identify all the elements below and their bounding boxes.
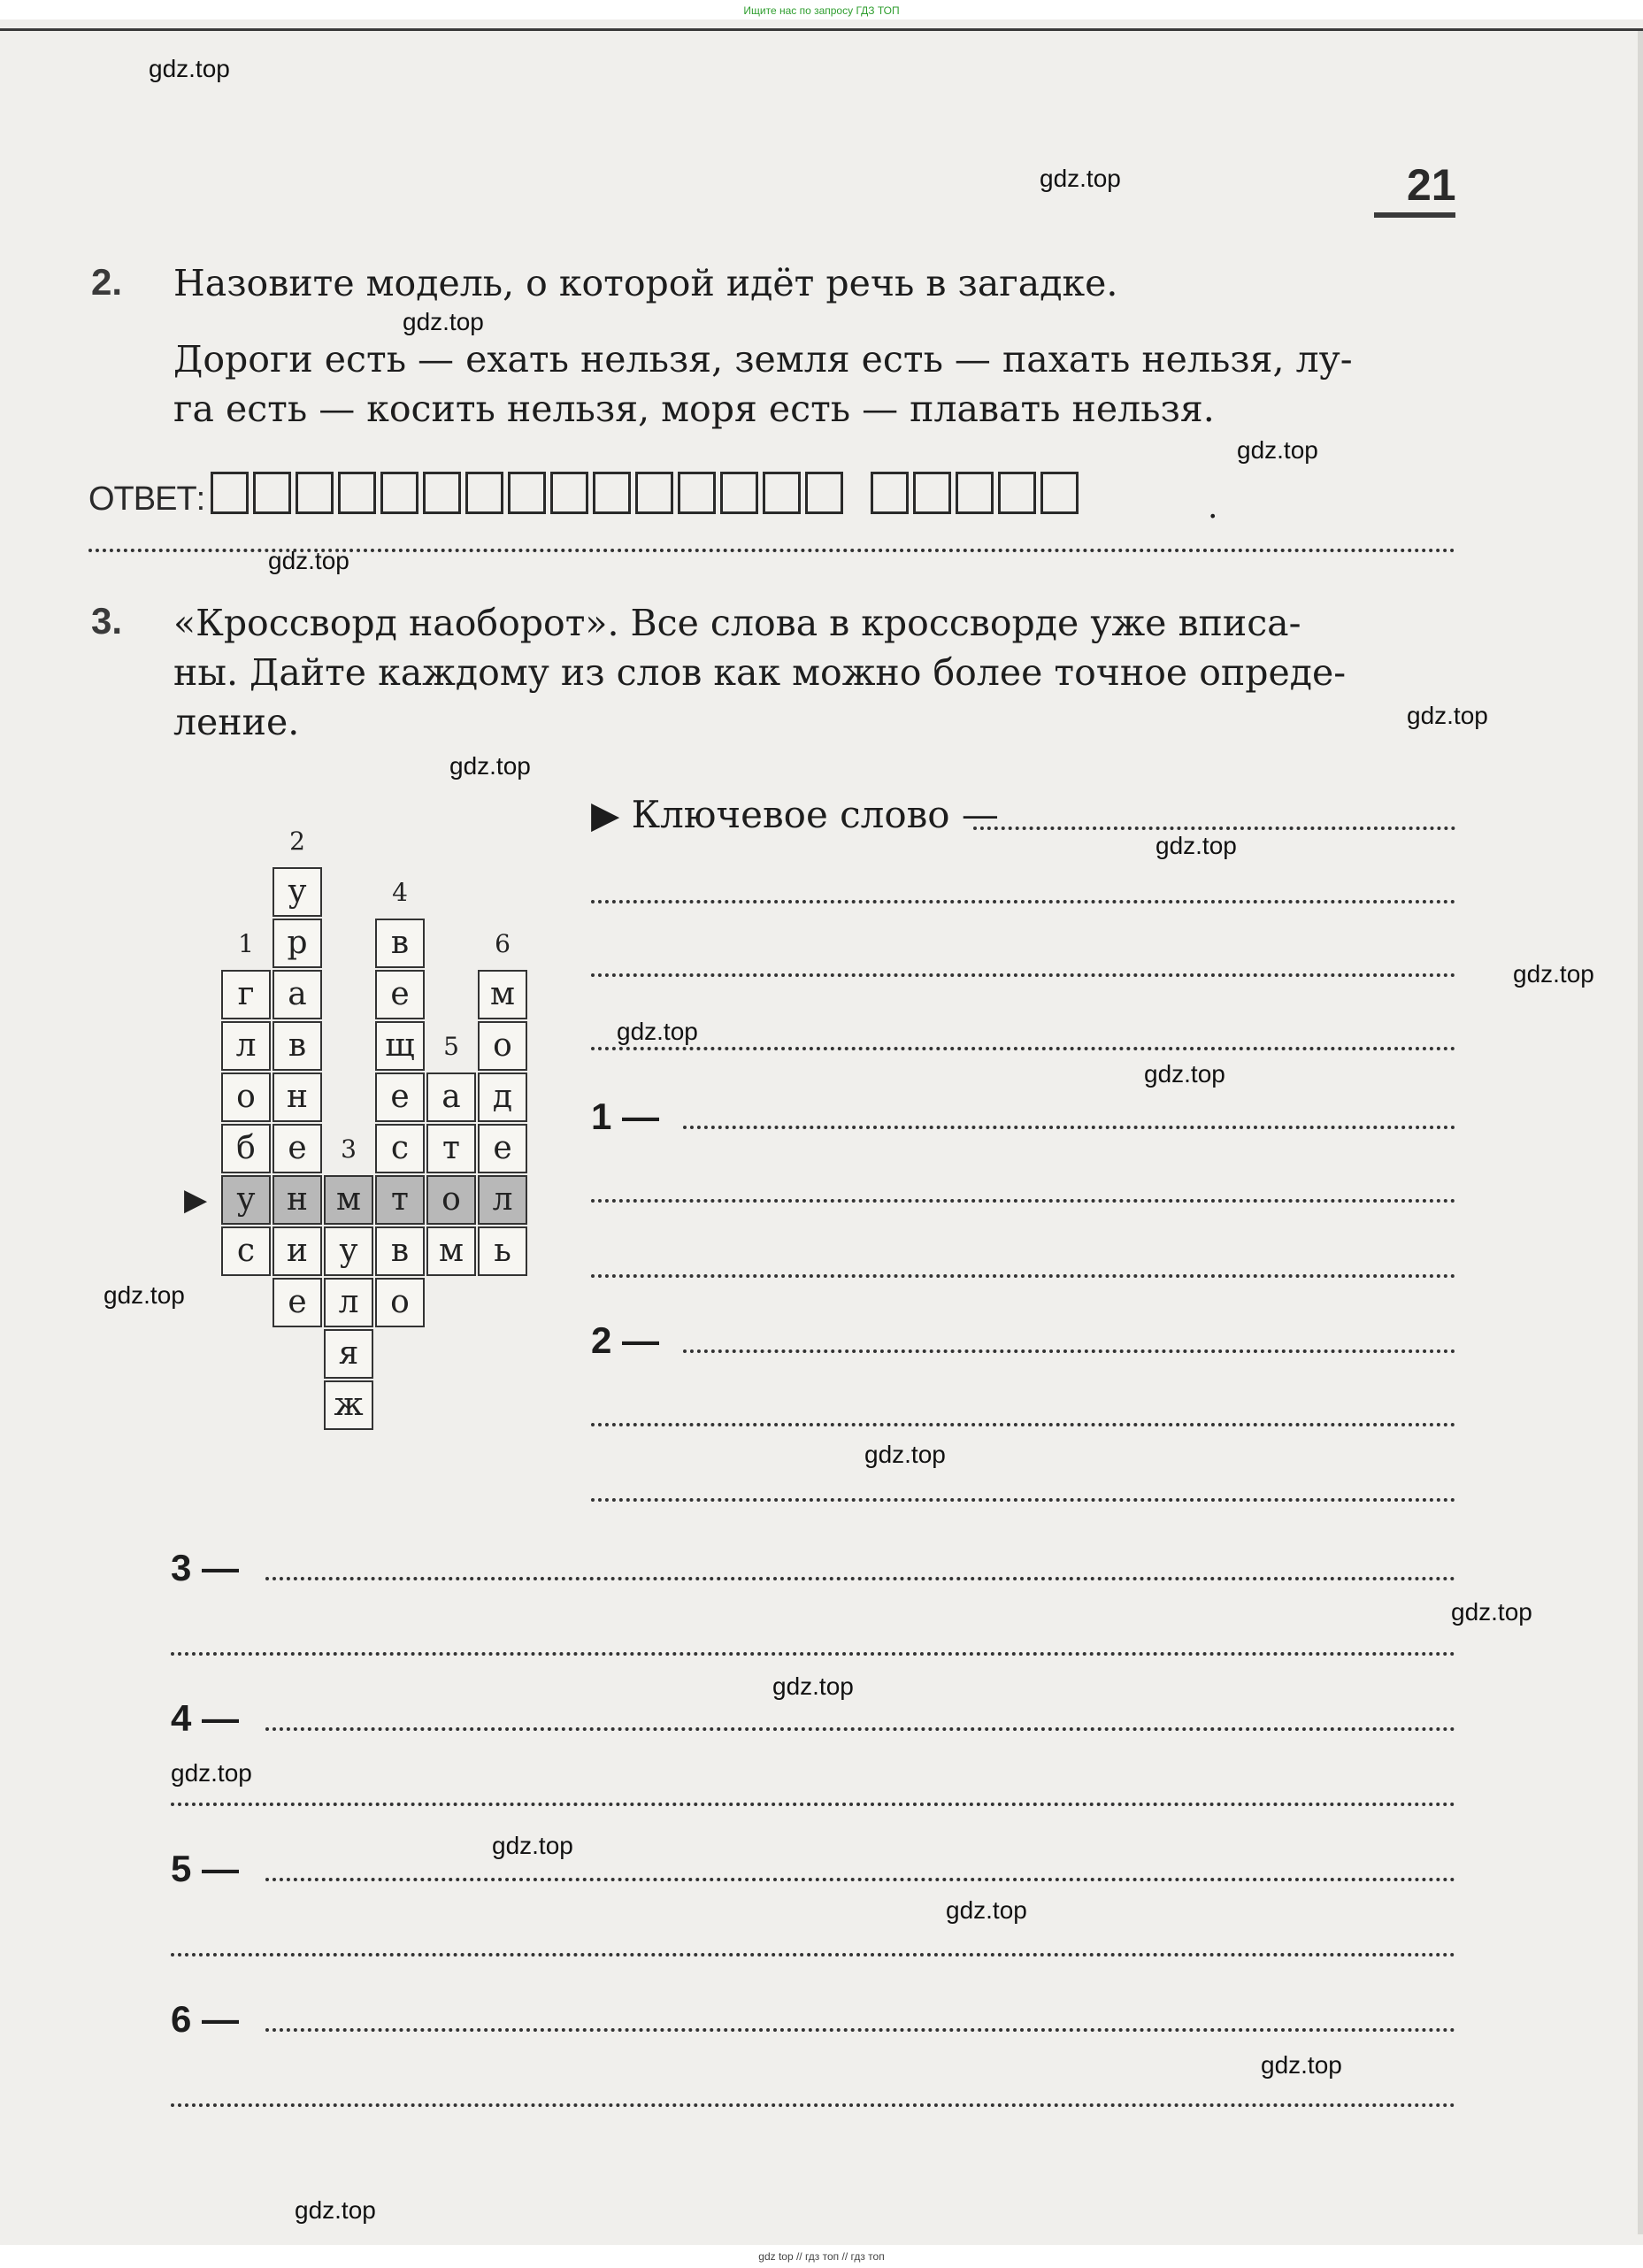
watermark: gdz.top — [1144, 1060, 1225, 1088]
bottom-links[interactable]: gdz top // гдз топ // гдз топ — [758, 2250, 885, 2263]
answer-letter-box[interactable] — [465, 472, 503, 514]
page-edge — [1638, 31, 1643, 2234]
crossword-cell: т — [426, 1124, 476, 1173]
crossword-cell: у — [324, 1226, 373, 1276]
crossword-clue-number: 2 — [289, 826, 305, 856]
watermark: gdz.top — [149, 55, 230, 82]
crossword-cell: у — [273, 867, 322, 917]
answer-letter-box[interactable] — [211, 472, 249, 514]
top-bar — [0, 0, 1643, 19]
answer-letter-box[interactable] — [508, 472, 546, 514]
crossword-keyword-cell: л — [478, 1175, 527, 1225]
top-search-link[interactable]: Ищите нас по запросу ГДЗ ТОП — [743, 4, 900, 17]
watermark: gdz.top — [449, 752, 531, 780]
crossword-clue-number: 4 — [392, 878, 408, 907]
watermark: gdz.top — [772, 1672, 854, 1700]
item-5-line[interactable] — [171, 1953, 1455, 1957]
crossword-cell: е — [273, 1124, 322, 1173]
watermark: gdz.top — [1451, 1598, 1532, 1626]
answer-letter-box[interactable] — [998, 472, 1036, 514]
answer-letter-box[interactable] — [253, 472, 291, 514]
item-4-line[interactable] — [265, 1727, 1455, 1731]
crossword-cell: о — [478, 1021, 527, 1071]
item-5-line[interactable] — [265, 1878, 1455, 1881]
answer-letter-box[interactable] — [763, 472, 801, 514]
crossword-keyword-cell: о — [426, 1175, 476, 1225]
item-2-line[interactable] — [591, 1498, 1455, 1502]
answer-label: ОТВЕТ: — [88, 481, 205, 518]
answer-letter-box[interactable] — [296, 472, 334, 514]
watermark: gdz.top — [492, 1832, 573, 1859]
item-1-line[interactable] — [683, 1126, 1455, 1129]
keyword-label: ▶ Ключевое слово — — [591, 793, 999, 836]
crossword-cell: д — [478, 1072, 527, 1122]
crossword-cell: н — [273, 1072, 322, 1122]
answer-letter-box[interactable] — [871, 472, 909, 514]
crossword-cell: л — [324, 1278, 373, 1327]
watermark: gdz.top — [104, 1281, 185, 1309]
crossword-cell: с — [221, 1226, 271, 1276]
riddle-line-2: га есть — косить нельзя, моря есть — плавать нельзя. — [173, 388, 1215, 430]
keyword-arrow-icon: ▶ — [184, 1182, 208, 1218]
crossword-cell: а — [273, 970, 322, 1019]
crossword-cell: а — [426, 1072, 476, 1122]
answer-letter-box[interactable] — [956, 472, 994, 514]
crossword-cell: е — [375, 1072, 425, 1122]
answer-letter-box[interactable] — [423, 472, 461, 514]
answer-letter-box[interactable] — [805, 472, 843, 514]
answer-letter-box[interactable] — [720, 472, 758, 514]
crossword-keyword-cell: м — [324, 1175, 373, 1225]
crossword-cell: е — [375, 970, 425, 1019]
answer-letter-box[interactable] — [635, 472, 673, 514]
crossword-cell: м — [426, 1226, 476, 1276]
watermark: gdz.top — [403, 308, 484, 335]
page-number: 21 — [1407, 160, 1456, 210]
keyword-line[interactable] — [591, 1047, 1455, 1050]
crossword-cell: с — [375, 1124, 425, 1173]
item-3-line[interactable] — [265, 1577, 1455, 1580]
crossword-cell: в — [375, 1226, 425, 1276]
item-2-line[interactable] — [591, 1423, 1455, 1426]
keyword-line[interactable] — [591, 973, 1455, 977]
answer-letter-box[interactable] — [593, 472, 631, 514]
watermark: gdz.top — [268, 547, 349, 574]
crossword-cell: ь — [478, 1226, 527, 1276]
watermark: gdz.top — [946, 1896, 1027, 1924]
item-6-line[interactable] — [171, 2103, 1455, 2107]
question-3-line-2: ны. Дайте каждому из слов как можно более точное опреде- — [173, 651, 1347, 694]
crossword-cell: б — [221, 1124, 271, 1173]
question-3-line-1: «Кроссворд наоборот». Все слова в кроссворде уже вписа- — [173, 602, 1301, 644]
watermark: gdz.top — [1237, 436, 1318, 464]
watermark: gdz.top — [1261, 2051, 1342, 2079]
bottom-bar — [0, 2245, 1643, 2268]
item-4-label: 4 — — [171, 1697, 240, 1739]
item-2-label: 2 — — [591, 1319, 660, 1361]
item-3-label: 3 — — [171, 1547, 240, 1588]
watermark: gdz.top — [864, 1441, 946, 1468]
watermark: gdz.top — [171, 1759, 252, 1787]
crossword-cell: ж — [324, 1380, 373, 1430]
answer-dotted-line[interactable] — [88, 549, 1455, 552]
item-4-line[interactable] — [171, 1803, 1455, 1806]
crossword-cell: щ — [375, 1021, 425, 1071]
crossword-cell: я — [324, 1329, 373, 1379]
crossword-clue-number: 1 — [238, 929, 254, 958]
crossword-cell: и — [273, 1226, 322, 1276]
question-2-prompt: Назовите модель, о которой идёт речь в загадке. — [173, 262, 1118, 304]
item-5-label: 5 — — [171, 1848, 240, 1889]
crossword-keyword-cell: т — [375, 1175, 425, 1225]
answer-period: . — [1208, 489, 1218, 526]
item-6-line[interactable] — [265, 2028, 1455, 2032]
item-3-line[interactable] — [171, 1652, 1455, 1656]
item-1-line[interactable] — [591, 1274, 1455, 1278]
watermark: gdz.top — [1155, 832, 1237, 859]
item-2-line[interactable] — [683, 1349, 1455, 1353]
crossword-keyword-cell: у — [221, 1175, 271, 1225]
crossword-cell: в — [375, 919, 425, 968]
keyword-line[interactable] — [591, 900, 1455, 903]
crossword-cell: г — [221, 970, 271, 1019]
page-number-rule — [1374, 212, 1455, 218]
watermark: gdz.top — [1513, 960, 1594, 988]
crossword-cell: о — [221, 1072, 271, 1122]
answer-letter-box[interactable] — [913, 472, 951, 514]
crossword-cell: в — [273, 1021, 322, 1071]
question-2-number: 2. — [91, 261, 123, 303]
crossword-cell: р — [273, 919, 322, 968]
question-3-number: 3. — [91, 600, 123, 642]
item-6-label: 6 — — [171, 1998, 240, 2040]
crossword-keyword-cell: н — [273, 1175, 322, 1225]
answer-letter-box[interactable] — [380, 472, 418, 514]
item-1-label: 1 — — [591, 1096, 660, 1137]
crossword-cell: о — [375, 1278, 425, 1327]
watermark: gdz.top — [1407, 702, 1488, 729]
riddle-line-1: Дороги есть — ехать нельзя, земля есть — пахать нельзя, лу- — [173, 338, 1353, 381]
watermark: gdz.top — [1040, 165, 1121, 192]
question-3-line-3: ление. — [173, 701, 300, 743]
item-1-line[interactable] — [591, 1199, 1455, 1203]
crossword-cell: л — [221, 1021, 271, 1071]
crossword-cell: е — [478, 1124, 527, 1173]
crossword-clue-number: 5 — [443, 1032, 459, 1061]
answer-letter-box[interactable] — [550, 472, 588, 514]
watermark: gdz.top — [295, 2196, 376, 2224]
crossword-clue-number: 3 — [341, 1134, 357, 1164]
answer-letter-box[interactable] — [1040, 472, 1079, 514]
crossword-clue-number: 6 — [495, 929, 511, 958]
keyword-line[interactable] — [973, 826, 1455, 830]
answer-letter-box[interactable] — [678, 472, 716, 514]
top-border-line — [0, 28, 1643, 31]
watermark: gdz.top — [617, 1018, 698, 1045]
answer-letter-box[interactable] — [338, 472, 376, 514]
crossword-cell: м — [478, 970, 527, 1019]
crossword-cell: е — [273, 1278, 322, 1327]
